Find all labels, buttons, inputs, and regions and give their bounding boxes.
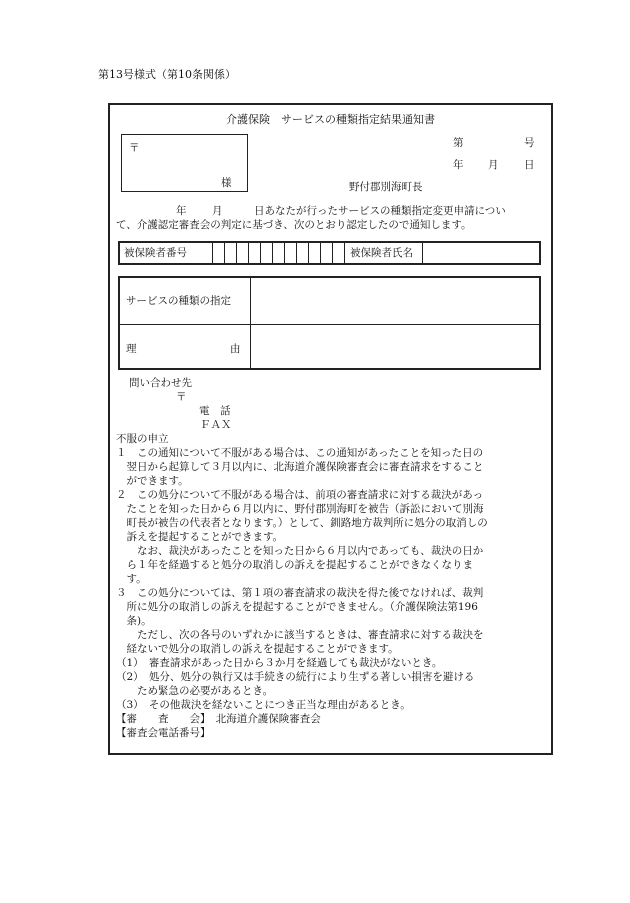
text-line: １ この通知について不服がある場合は、この通知があったことを知った日の (116, 447, 484, 459)
text-line: 【審査会電話番号】 (116, 727, 211, 739)
objection-paragraph-1 (116, 446, 550, 488)
issuer-name: 野付郡別海町長 (349, 181, 423, 193)
text-line: ２ この処分について不服がある場合は、前項の審査請求に対する裁決があっ (116, 489, 484, 501)
digit-cell (260, 243, 272, 263)
date-year-label: 年 (453, 159, 464, 171)
reason-label-char-1: 理 (126, 343, 137, 355)
text-line: ができます。 (116, 475, 189, 487)
text-line: たことを知った日から６月以内に、野付郡別海町を被告（訴訟において別海 (116, 503, 484, 515)
objection-paragraph-2 (116, 488, 550, 586)
digit-cell (296, 243, 308, 263)
row-divider (120, 324, 539, 325)
document-title: 介護保険 サービスの種類指定結果通知書 (226, 113, 435, 126)
text-line: 訴えを提起することができます。 (116, 531, 284, 543)
text-line: （3） その他裁決を経ないことにつき正当な理由があるとき。 (116, 699, 411, 711)
doc-number-suffix: 号 (524, 137, 535, 149)
divider (422, 243, 423, 263)
text-line: （2） 処分、処分の執行又は手続きの続行により生ずる著しい損害を避ける (116, 671, 475, 683)
digit-cell (272, 243, 284, 263)
digit-cell (236, 243, 248, 263)
recipient-honorific: 様 (221, 177, 232, 189)
digit-cell (332, 243, 344, 263)
inquiry-label: 問い合わせ先 (129, 377, 192, 389)
form-number-label: 第13号様式（第10条関係） (98, 68, 236, 81)
postal-mark: 〒 (129, 142, 140, 154)
doc-number-prefix: 第 (453, 137, 464, 149)
digit-cell (284, 243, 296, 263)
fax-label: ＦＡＸ (200, 419, 232, 431)
text-line: ら１年を経過すると処分の取消しの訴えを提起することができなくなりま (116, 559, 473, 571)
text-line: （1） 審査請求があった日から３か月を経過しても裁決がないとき。 (116, 657, 443, 669)
text-line: 町長が被告の代表者となります。）として、釧路地方裁判所に処分の取消しの (116, 517, 488, 529)
text-line: 【審 査 会】 北海道介護保険審査会 (116, 713, 321, 725)
text-line: ため緊急の必要があるとき。 (116, 685, 274, 697)
insured-name-label: 被保険者氏名 (350, 247, 413, 259)
column-divider (250, 278, 251, 368)
objection-paragraph-3 (116, 586, 550, 740)
text-line: ３ この処分については、第１項の審査請求の裁決を得た後でなければ、裁判 (116, 587, 484, 599)
text-line: す。 (116, 573, 147, 585)
text-line: 翌日から起算して３月以内に、北海道介護保険審査会に審査請求をすること (116, 461, 484, 473)
text-line: 所に処分の取消しの訴えを提起することができません。（介護保険法第196 (116, 601, 478, 613)
divider (344, 243, 345, 263)
intro-rest: 日あなたが行ったサービスの種類指定変更申請につい (254, 205, 506, 217)
text-line: 経ないで処分の取消しの訴えを提起することができます。 (116, 643, 399, 655)
date-day-label: 日 (524, 159, 535, 171)
reason-label-char-2: 由 (230, 343, 241, 355)
digit-cell (212, 243, 224, 263)
digit-cell (308, 243, 320, 263)
text-line: ただし、次の各号のいずれかに該当するときは、審査請求に対する裁決を (116, 629, 484, 641)
decision-table (118, 276, 541, 370)
insured-number-label: 被保険者番号 (124, 247, 187, 259)
digit-cell (320, 243, 332, 263)
phone-label: 電 話 (199, 405, 231, 417)
digit-cell (248, 243, 260, 263)
text-line: なお、裁決があったことを知った日から６月以内であっても、裁決の日か (116, 545, 484, 557)
text-line: 条)。 (116, 615, 152, 627)
objection-heading: 不服の申立 (116, 433, 169, 445)
digit-cell (224, 243, 236, 263)
intro-line-2: て、介護認定審査会の判定に基づき、次のとおり認定したので通知します。 (116, 219, 472, 231)
intro-month: 月 (212, 205, 223, 217)
intro-year: 年 (176, 205, 187, 217)
date-month-label: 月 (488, 159, 499, 171)
service-type-label: サービスの種類の指定 (126, 295, 231, 307)
inquiry-postal-mark: 〒 (176, 391, 187, 403)
insured-info-row (118, 241, 541, 265)
